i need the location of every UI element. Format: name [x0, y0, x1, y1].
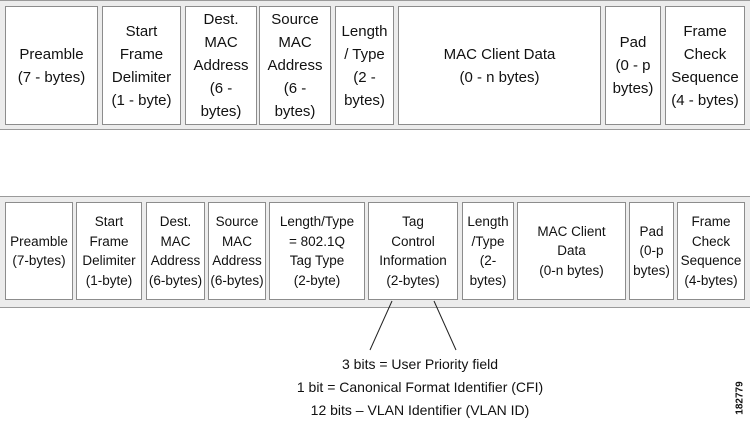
- field-mac-client-data: MAC Client Data (0 - n bytes): [398, 6, 601, 125]
- field-source-mac-address: Source MAC Address (6-bytes): [208, 202, 266, 300]
- field-pad: Pad (0 - p bytes): [605, 6, 661, 125]
- field-mac-client-data: MAC Client Data (0-n bytes): [517, 202, 626, 300]
- field-frame-check-sequence: Frame Check Sequence (4 - bytes): [665, 6, 745, 125]
- field-dest-mac-address: Dest. MAC Address (6-bytes): [146, 202, 205, 300]
- field-pad: Pad (0-p bytes): [629, 202, 674, 300]
- pointer-line-left: [370, 301, 392, 350]
- field-length-type: Length / Type (2 - bytes): [335, 6, 394, 125]
- field-tag-control-information: Tag Control Information (2-bytes): [368, 202, 458, 300]
- field-length-type-8021q: Length/Type = 802.1Q Tag Type (2-byte): [269, 202, 365, 300]
- field-length-type: Length /Type (2- bytes): [462, 202, 514, 300]
- field-source-mac-address: Source MAC Address (6 - bytes): [259, 6, 331, 125]
- figure-number: 182779: [734, 381, 746, 415]
- field-preamble: Preamble (7-bytes): [5, 202, 73, 300]
- field-frame-check-sequence: Frame Check Sequence (4-bytes): [677, 202, 745, 300]
- pointer-line-right: [434, 301, 456, 350]
- field-dest-mac-address: Dest. MAC Address (6 - bytes): [185, 6, 257, 125]
- note-cfi: 1 bit = Canonical Format Identifier (CFI): [296, 379, 544, 395]
- note-vlan-id: 12 bits – VLAN Identifier (VLAN ID): [310, 402, 530, 418]
- field-start-frame-delimiter: Start Frame Delimiter (1-byte): [76, 202, 142, 300]
- note-user-priority: 3 bits = User Priority field: [342, 356, 498, 372]
- field-start-frame-delimiter: Start Frame Delimiter (1 - byte): [102, 6, 181, 125]
- field-preamble: Preamble (7 - bytes): [5, 6, 98, 125]
